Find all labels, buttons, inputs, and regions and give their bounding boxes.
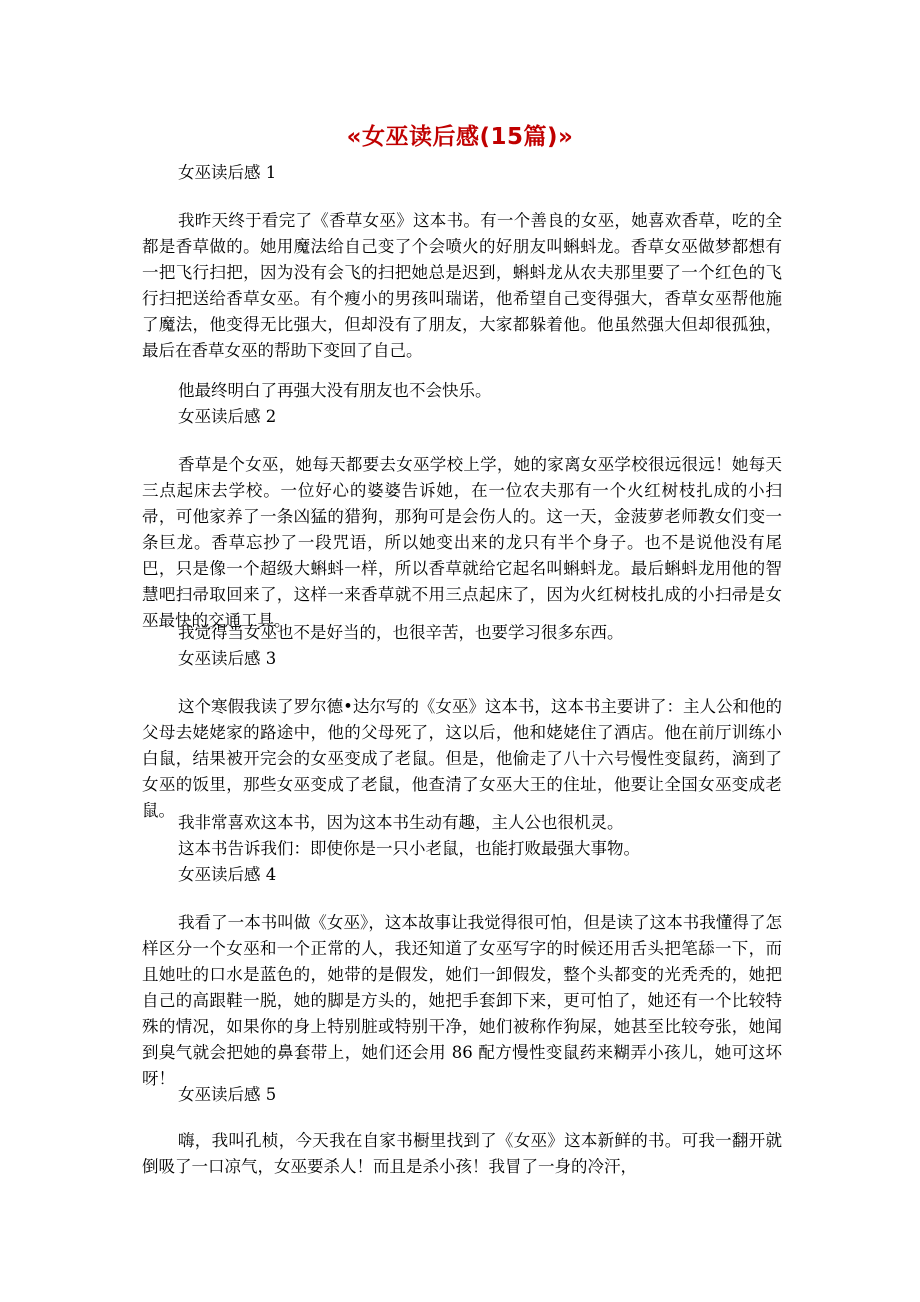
section-heading-2: 女巫读后感 2 (178, 407, 277, 426)
section-5-paragraph-1: 嗨，我叫孔桢，今天我在自家书橱里找到了《女巫》这本新鲜的书。可我一翻开就倒吸了一口凉气，女巫要杀人！而且是杀小孩！我冒了一身的冷汗， (142, 1131, 782, 1176)
section-3-paragraph-1: 这个寒假我读了罗尔德•达尔写的《女巫》这本书，这本书主要讲了：主人公和他的父母去姥姥家的路途中，他的父母死了，这以后，他和姥姥住了酒店。他在前厅训练小白鼠，结果被开完会的女巫变成了老鼠。但是，他偷走了八十六号慢性变鼠药，滴到了女巫的饭里，那些女巫变成了老鼠，他查清了女巫大王的住址，他要让全国女巫变成老鼠。 (142, 697, 782, 820)
document-title: «女巫读后感(15篇)» (346, 124, 574, 150)
section-2-paragraph-2: 我觉得当女巫也不是好当的，也很辛苦，也要学习很多东西。 (178, 623, 624, 642)
section-heading-1: 女巫读后感 1 (178, 163, 277, 182)
section-2-paragraph-1: 香草是个女巫，她每天都要去女巫学校上学，她的家离女巫学校很远很远！她每天三点起床去学校。一位好心的婆婆告诉她，在一位农夫那有一个火红树枝扎成的小扫帚，可他家养了一条凶猛的猎狗，那狗可是会伤人的。这一天，金菠萝老师教女们变一条巨龙。香草忘抄了一段咒语，所以她变出来的龙只有半个身子。也不是说他没有尾巴，只是像一个超级大蝌蚪一样，所以香草就给它起名叫蝌蚪龙。最后蝌蚪龙用他的智慧吧扫帚取回来了，这样一来香草就不用三点起床了，因为火红树枝扎成的小扫帚是女巫最快的交通工具。 (142, 455, 782, 630)
section-1-paragraph-2: 他最终明白了再强大没有朋友也不会快乐。 (178, 381, 492, 400)
section-3-paragraph-2: 我非常喜欢这本书，因为这本书生动有趣，主人公也很机灵。 (178, 813, 624, 832)
section-4-paragraph-1: 我看了一本书叫做《女巫》，这本故事让我觉得很可怕，但是读了这本书我懂得了怎样区分一个女巫和一个正常的人，我还知道了女巫写字的时候还用舌头把笔舔一下，而且她吐的口水是蓝色的，她带的是假发，她们一卸假发，整个头都变的光秃秃的，她把自己的高跟鞋一脱，她的脚是方头的，她把手套卸下来，更可怕了，她还有一个比较特殊的情况，如果你的身上特别脏或特别干净，她们被称作狗屎，她甚至比较夸张，她闻到臭气就会把她的鼻套带上，她们还会用 86 配方慢性变鼠药来糊弄小孩儿，她可这坏呀！ (142, 913, 782, 1088)
section-1-paragraph-1: 我昨天终于看完了《香草女巫》这本书。有一个善良的女巫，她喜欢香草，吃的全都是香草做的。她用魔法给自己变了个会喷火的好朋友叫蝌蚪龙。香草女巫做梦都想有一把飞行扫把，因为没有会飞的扫把她总是迟到，蝌蚪龙从农夫那里要了一个红色的飞行扫把送给香草女巫。有个瘦小的男孩叫瑞诺，他希望自己变得强大，香草女巫帮他施了魔法，他变得无比强大，但却没有了朋友，大家都躲着他。他虽然强大但却很孤独，最后在香草女巫的帮助下变回了自己。 (142, 211, 782, 360)
section-heading-4: 女巫读后感 4 (178, 865, 277, 884)
section-heading-3: 女巫读后感 3 (178, 649, 277, 668)
section-heading-5: 女巫读后感 5 (178, 1085, 277, 1104)
section-3-paragraph-3: 这本书告诉我们：即使你是一只小老鼠，也能打败最强大事物。 (178, 839, 640, 858)
